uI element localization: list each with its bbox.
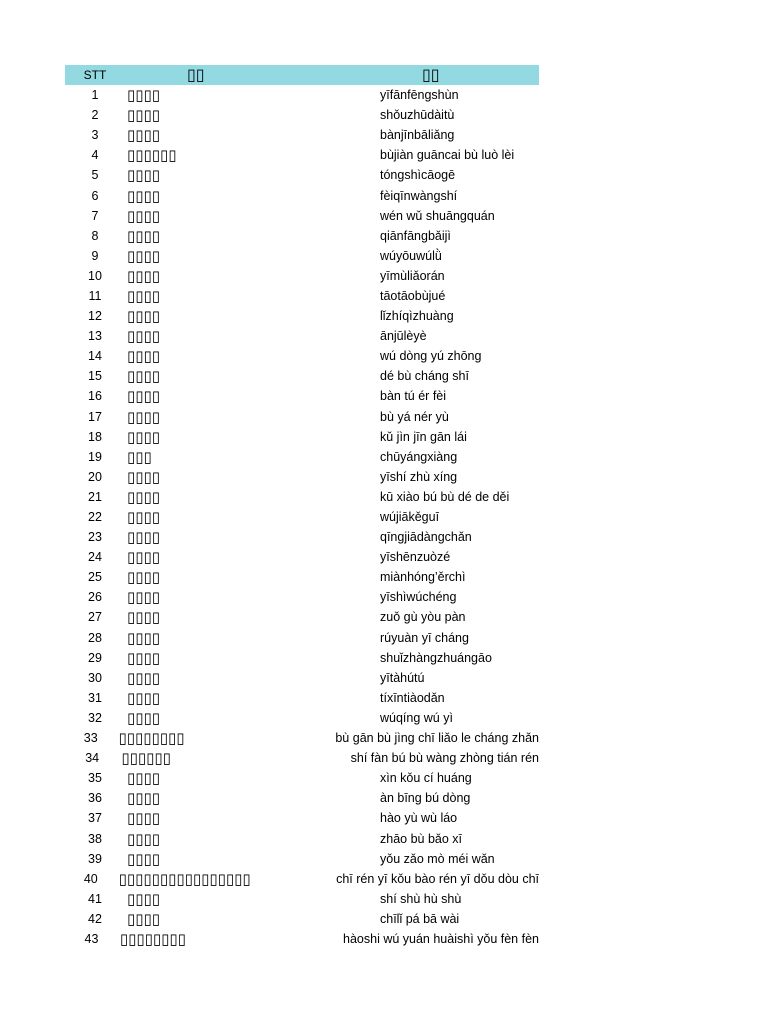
row-number: 5 — [91, 168, 99, 183]
chinese-word: ▯▯▯▯ — [127, 809, 161, 828]
row-number: 38 — [88, 831, 102, 846]
row-number: 21 — [88, 489, 102, 504]
row-number: 14 — [88, 349, 102, 364]
row-number: 16 — [88, 389, 102, 404]
chinese-word: ▯▯▯▯ — [127, 608, 161, 627]
table-row — [65, 447, 539, 467]
chinese-word: ▯▯▯▯ — [127, 648, 161, 667]
pinyin-text: yīshí zhù xíng — [380, 469, 458, 484]
table-row — [65, 889, 539, 909]
pinyin-text: fèiqīnwàngshí — [380, 188, 458, 203]
pinyin-text: bù gān bù jìng chī liǎo le cháng zhǎn — [335, 731, 539, 746]
chinese-word: ▯▯▯▯ — [127, 266, 161, 285]
table-row — [65, 185, 539, 205]
row-number: 39 — [88, 851, 102, 866]
pinyin-text: shí shù hù shù — [380, 891, 462, 906]
pinyin-text: yīshēnzuòzé — [380, 550, 451, 565]
row-number: 37 — [88, 811, 102, 826]
row-number: 33 — [83, 731, 98, 746]
table-row — [65, 728, 539, 748]
pinyin-text: zhāo bù bǎo xī — [380, 831, 463, 846]
row-number: 30 — [88, 670, 102, 685]
table-row — [65, 306, 539, 326]
row-number: 27 — [88, 610, 102, 625]
chinese-word: ▯▯▯▯ — [127, 789, 161, 808]
table-row — [65, 427, 539, 447]
chinese-word: ▯▯▯▯▯▯▯▯ — [118, 729, 185, 748]
row-number: 26 — [88, 590, 102, 605]
row-number: 40 — [83, 871, 98, 886]
row-number: 24 — [88, 550, 102, 565]
chinese-word: ▯▯▯▯ — [127, 467, 161, 486]
pinyin-text: tāotāobùjué — [380, 288, 446, 303]
table-row — [65, 688, 539, 708]
table-row — [65, 708, 539, 728]
table-body — [65, 85, 539, 949]
chinese-word: ▯▯▯▯ — [127, 528, 161, 547]
table-row — [65, 828, 539, 848]
chinese-word: ▯▯▯▯ — [127, 327, 161, 346]
row-number: 31 — [88, 690, 102, 705]
row-number: 4 — [91, 148, 99, 163]
table-row — [65, 326, 539, 346]
row-number: 42 — [88, 911, 102, 926]
header-row — [65, 65, 539, 85]
row-number: 29 — [88, 650, 102, 665]
table-row — [65, 346, 539, 366]
table-row — [65, 849, 539, 869]
table-row — [65, 165, 539, 185]
vocabulary-sheet — [65, 65, 539, 949]
table-row — [65, 85, 539, 105]
table-row — [65, 226, 539, 246]
chinese-word: ▯▯▯▯ — [127, 166, 161, 185]
pinyin-text: yīshìwúchéng — [380, 590, 457, 605]
pinyin-text: shuǐzhàngzhuángāo — [380, 650, 492, 665]
row-number: 11 — [88, 288, 102, 303]
row-number: 13 — [88, 329, 102, 344]
table-row — [65, 286, 539, 306]
table-row — [65, 206, 539, 226]
chinese-word: ▯▯▯▯ — [127, 427, 161, 446]
chinese-word: ▯▯▯▯▯▯▯▯▯▯▯▯▯▯▯▯ — [118, 869, 251, 888]
chinese-word: ▯▯▯▯▯▯ — [127, 146, 177, 165]
row-number: 36 — [88, 791, 102, 806]
table-row — [65, 487, 539, 507]
pinyin-text: wújiākěguī — [380, 510, 440, 525]
pinyin-text: yītàhútú — [380, 670, 425, 685]
pinyin-text: wén wǔ shuāngquán — [380, 208, 495, 223]
table-row — [65, 748, 539, 768]
row-number: 41 — [88, 891, 102, 906]
pinyin-text: chīlǐ pá bā wài — [380, 911, 460, 926]
chinese-word: ▯▯▯▯ — [127, 226, 161, 245]
chinese-word: ▯▯▯▯ — [127, 286, 161, 305]
table-row — [65, 407, 539, 427]
chinese-word: ▯▯▯▯ — [127, 849, 161, 868]
row-number: 7 — [91, 208, 99, 223]
pinyin-text: bànjīnbāliǎng — [380, 128, 455, 143]
pinyin-text: lǐzhíqìzhuàng — [380, 309, 454, 324]
pinyin-text: bù yá nér yù — [380, 409, 449, 424]
pinyin-text: shí fàn bú bù wàng zhòng tián rén — [350, 751, 539, 766]
table-row — [65, 366, 539, 386]
table-row — [65, 386, 539, 406]
pinyin-text: tóngshìcāogē — [380, 168, 456, 183]
chinese-word: ▯▯▯▯ — [127, 568, 161, 587]
pinyin-text: hào yù wù láo — [380, 811, 458, 826]
header-pinyin: ▯▯ — [422, 67, 440, 84]
pinyin-text: wúqíng wú yì — [380, 710, 453, 725]
row-number: 10 — [88, 268, 102, 283]
chinese-word: ▯▯▯▯ — [127, 206, 161, 225]
table-row — [65, 145, 539, 165]
pinyin-text: àn bīng bú dòng — [380, 791, 471, 806]
pinyin-text: chī rén yī kǒu bào rén yī dǒu dòu chī — [336, 871, 539, 886]
chinese-word: ▯▯▯▯ — [127, 307, 161, 326]
pinyin-text: wúyōuwúlǜ — [380, 248, 442, 263]
pinyin-text: yǒu zǎo mò méi wǎn — [380, 851, 495, 866]
table-row — [65, 527, 539, 547]
table-row — [65, 768, 539, 788]
chinese-word: ▯▯▯▯ — [127, 367, 161, 386]
row-number: 15 — [88, 369, 102, 384]
pinyin-text: xìn kǒu cí huáng — [380, 771, 472, 786]
table-row — [65, 567, 539, 587]
pinyin-text: hàoshi wú yuán huàishì yǒu fèn fèn — [343, 931, 539, 946]
pinyin-text: yīfānfēngshùn — [380, 88, 459, 103]
row-number: 25 — [88, 570, 102, 585]
row-number: 12 — [88, 309, 102, 324]
row-number: 23 — [88, 530, 102, 545]
table-row — [65, 668, 539, 688]
row-number: 6 — [91, 188, 99, 203]
table-row — [65, 246, 539, 266]
row-number: 35 — [88, 771, 102, 786]
pinyin-text: wú dòng yú zhōng — [380, 349, 482, 364]
table-row — [65, 909, 539, 929]
row-number: 3 — [91, 128, 99, 143]
chinese-word: ▯▯▯▯ — [127, 186, 161, 205]
row-number: 9 — [91, 248, 99, 263]
pinyin-text: shǒuzhūdàitù — [380, 108, 455, 123]
row-number: 18 — [88, 429, 102, 444]
row-number: 22 — [88, 510, 102, 525]
table-row — [65, 808, 539, 828]
header-word: ▯▯ — [187, 67, 205, 84]
table-row — [65, 266, 539, 286]
row-number: 20 — [88, 469, 102, 484]
chinese-word: ▯▯▯▯ — [127, 708, 161, 727]
pinyin-text: ānjūlèyè — [380, 329, 427, 344]
row-number: 43 — [84, 931, 99, 946]
chinese-word: ▯▯▯ — [127, 447, 152, 466]
row-number: 17 — [88, 409, 102, 424]
pinyin-text: kǔ jìn jīn gān lái — [380, 429, 467, 444]
chinese-word: ▯▯▯▯ — [127, 688, 161, 707]
chinese-word: ▯▯▯▯ — [127, 628, 161, 647]
chinese-word: ▯▯▯▯ — [127, 668, 161, 687]
row-number: 1 — [91, 88, 99, 103]
row-number: 34 — [85, 751, 100, 766]
pinyin-text: tíxīntiàodǎn — [380, 690, 445, 705]
header-stt: STT — [83, 68, 107, 82]
table-row — [65, 648, 539, 668]
pinyin-text: qīngjiādàngchǎn — [380, 530, 472, 545]
row-number: 28 — [88, 630, 102, 645]
table-row — [65, 105, 539, 125]
chinese-word: ▯▯▯▯ — [127, 889, 161, 908]
pinyin-text: qiānfāngbǎijì — [380, 228, 451, 243]
pinyin-text: chūyángxiàng — [380, 449, 458, 464]
table-row — [65, 929, 539, 949]
table-row — [65, 547, 539, 567]
pinyin-text: kū xiào bú bù dé de děi — [380, 489, 510, 504]
chinese-word: ▯▯▯▯ — [127, 909, 161, 928]
table-row — [65, 788, 539, 808]
pinyin-text: yīmùliǎorán — [380, 268, 445, 283]
chinese-word: ▯▯▯▯ — [127, 387, 161, 406]
row-number: 19 — [88, 449, 102, 464]
row-number: 8 — [91, 228, 99, 243]
chinese-word: ▯▯▯▯ — [127, 548, 161, 567]
table-row — [65, 507, 539, 527]
table-row — [65, 869, 539, 889]
row-number: 2 — [91, 108, 99, 123]
chinese-word: ▯▯▯▯ — [127, 487, 161, 506]
pinyin-text: bàn tú ér fèi — [380, 389, 447, 404]
pinyin-text: miànhóng’ěrchì — [380, 570, 466, 585]
chinese-word: ▯▯▯▯▯▯▯▯ — [119, 929, 186, 948]
chinese-word: ▯▯▯▯ — [127, 508, 161, 527]
chinese-word: ▯▯▯▯ — [127, 829, 161, 848]
chinese-word: ▯▯▯▯ — [127, 126, 161, 145]
chinese-word: ▯▯▯▯ — [127, 347, 161, 366]
pinyin-text: bùjiàn guāncai bù luò lèi — [380, 148, 515, 163]
pinyin-text: rúyuàn yī cháng — [380, 630, 469, 645]
table-row — [65, 125, 539, 145]
chinese-word: ▯▯▯▯ — [127, 407, 161, 426]
pinyin-text: zuǒ gù yòu pàn — [380, 610, 466, 625]
chinese-word: ▯▯▯▯ — [127, 246, 161, 265]
chinese-word: ▯▯▯▯ — [127, 769, 161, 788]
table-row — [65, 587, 539, 607]
table-row — [65, 467, 539, 487]
chinese-word: ▯▯▯▯ — [127, 86, 161, 105]
chinese-word: ▯▯▯▯ — [127, 106, 161, 125]
table-row — [65, 628, 539, 648]
pinyin-text: dé bù cháng shī — [380, 369, 469, 384]
row-number: 32 — [88, 710, 102, 725]
table-row — [65, 607, 539, 627]
chinese-word: ▯▯▯▯ — [127, 588, 161, 607]
chinese-word: ▯▯▯▯▯▯ — [121, 749, 171, 768]
